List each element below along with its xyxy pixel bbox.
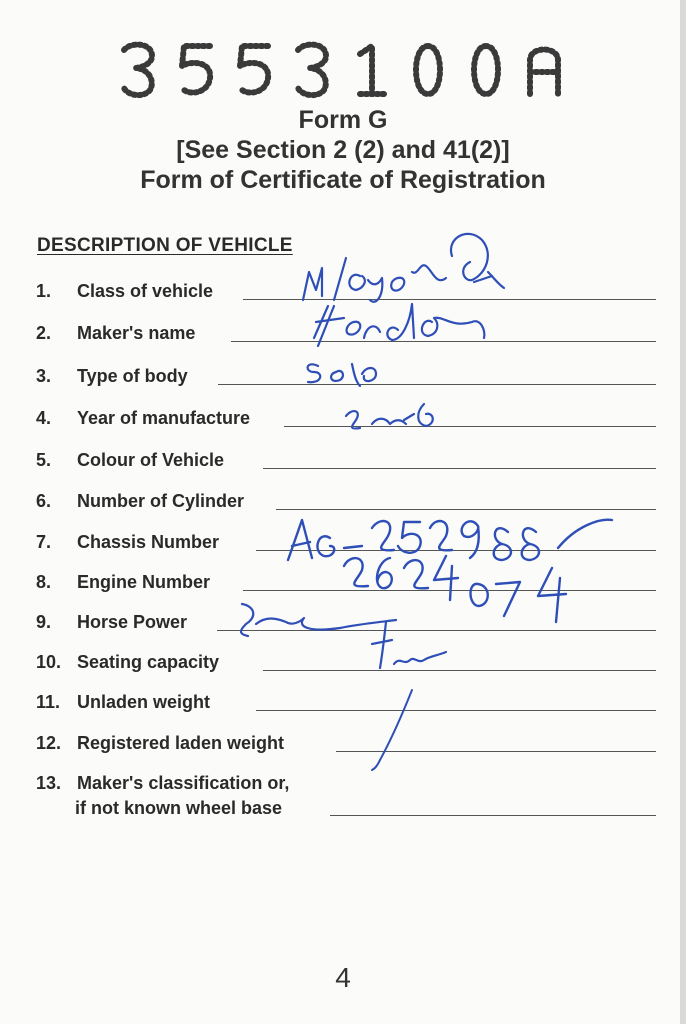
field-label-continued: if not known wheel base	[75, 798, 283, 818]
field-number: 9.	[36, 612, 52, 632]
handwritten-seating-capacity-scribble	[372, 622, 446, 668]
field-label: Maker's classification or,	[77, 773, 290, 793]
field-label: Number of Cylinder	[77, 491, 245, 511]
field-number: 6.	[36, 491, 52, 511]
field-label: Engine Number	[77, 572, 211, 592]
field-label: Type of body	[77, 366, 188, 386]
handwritten-makers-name	[314, 304, 484, 346]
field-label: Chassis Number	[77, 532, 220, 552]
handwritten-horse-power-scribble	[241, 604, 396, 636]
handwritten-type-of-body	[308, 364, 376, 386]
field-label: Horse Power	[77, 612, 188, 632]
section-reference: [See Section 2 (2) and 41(2)]	[176, 136, 510, 164]
field-number: 2.	[36, 323, 52, 343]
field-number: 3.	[36, 366, 52, 386]
handwritten-engine-number	[344, 556, 566, 622]
handwritten-chassis-number	[288, 520, 612, 560]
field-label: Year of manufacture	[77, 408, 251, 428]
field-number: 10.	[36, 652, 62, 672]
field-number: 5.	[36, 450, 52, 470]
page-number: 4	[335, 962, 351, 993]
field-number: 8.	[36, 572, 52, 592]
section-title: DESCRIPTION OF VEHICLE	[37, 235, 293, 256]
field-number: 13.	[36, 773, 62, 793]
form-name: Form G	[298, 106, 388, 134]
field-label: Class of vehicle	[77, 281, 214, 301]
form-title: Form of Certificate of Registration	[140, 166, 546, 194]
field-label: Registered laden weight	[77, 733, 285, 753]
handwritten-slash-line	[372, 690, 412, 770]
field-label: Colour of Vehicle	[77, 450, 225, 470]
handwritten-year	[346, 404, 433, 429]
field-label: Seating capacity	[77, 652, 220, 672]
field-number: 12.	[36, 733, 62, 753]
handwritten-class-of-vehicle	[303, 234, 504, 302]
field-number: 11.	[36, 692, 61, 712]
field-number: 4.	[36, 408, 52, 428]
field-number: 1.	[36, 281, 52, 301]
field-number: 7.	[36, 532, 52, 552]
field-label: Unladen weight	[77, 692, 211, 712]
field-label: Maker's name	[77, 323, 196, 343]
